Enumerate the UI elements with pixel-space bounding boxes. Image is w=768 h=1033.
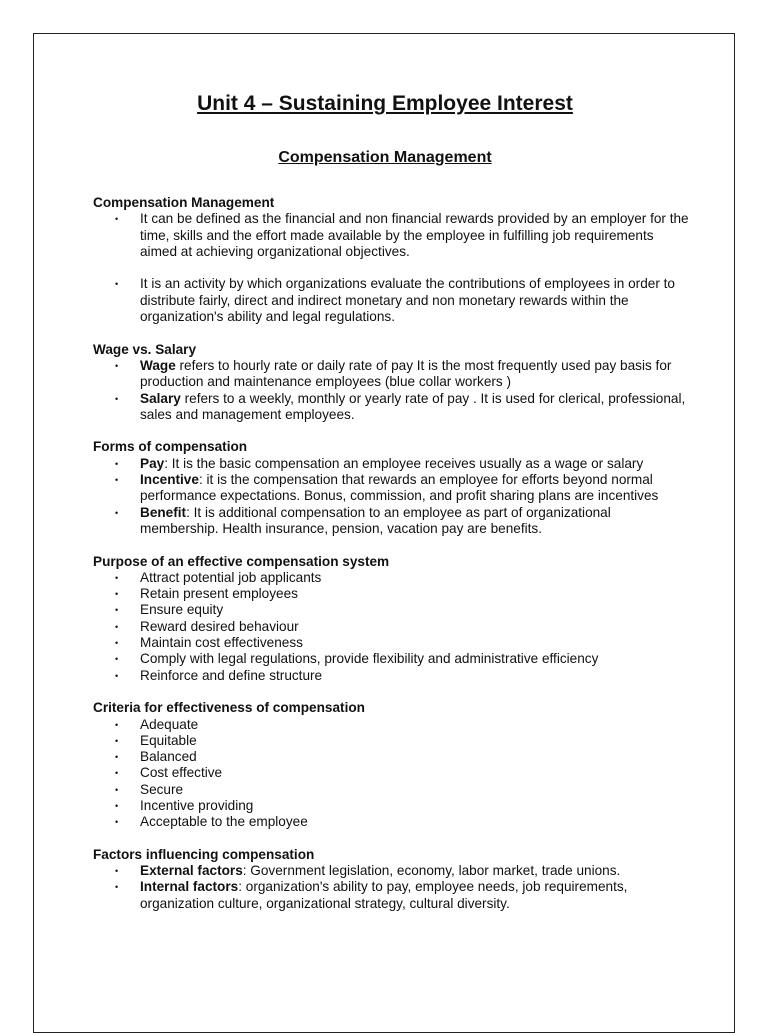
section-heading: Compensation Management [93,195,275,210]
section [93,195,693,325]
list-item [93,798,693,814]
list-item [93,814,693,830]
item-text: Adequate [140,716,199,732]
item-term: Salary [140,390,181,406]
list-item [93,879,693,912]
section [93,554,693,684]
section-heading: Forms of compensation [93,439,248,455]
list-item [93,391,693,424]
item-text: It can be defined as the financial and non financial rewards provided by an employer for the time, skills and the effort made available by the employee in fulfilling job requirements aimed at achieving organizational objectives. [140,211,689,259]
list-item [93,570,693,586]
document-page [33,33,735,1033]
item-text: Cost effective [140,765,223,781]
page-subtitle: Compensation Management [278,149,492,166]
list-item [93,211,693,260]
item-text: Equitable [140,732,197,748]
item-text: refers to a weekly, monthly or yearly rate of pay . It is used for clerical, professional, sales and management employees. [140,390,686,422]
item-text: : It is additional compensation to an employee as part of organizational membership. Health insurance, pension, vacation pay are benefits. [140,504,611,536]
item-text: Secure [140,781,184,797]
section [93,700,693,830]
item-term: Internal factors [140,879,239,895]
bullet-list [93,717,693,831]
item-text: Acceptable to the employee [140,814,308,830]
bullet-list [93,456,693,537]
bullet-list [93,570,693,684]
list-item [93,717,693,733]
list-item [93,635,693,651]
section-heading: Wage vs. Salary [93,341,197,357]
list-item [93,863,693,879]
list-item [93,749,693,765]
list-item [93,358,693,391]
list-item [93,619,693,635]
list-item [93,602,693,618]
item-text: refers to hourly rate or daily rate of pay It is the most frequently used pay basis for production and maintenance employees (blue collar workers ) [140,357,672,390]
item-text: Balanced [140,749,197,765]
item-term: Wage [140,357,176,373]
list-item [93,733,693,749]
item-term: Pay [140,455,165,471]
item-text: Incentive providing [140,797,254,813]
page-title: Unit 4 – Sustaining Employee Interest [197,92,573,115]
item-term: Benefit [140,504,187,520]
list-item [93,505,693,538]
item-text: : it is the compensation that rewards an employee for efforts beyond normal performance expectations. Bonus, commission, and profit sharing plans are incentives [140,472,659,504]
list-item [93,765,693,781]
item-text: Attract potential job applicants [140,569,322,585]
item-text: : Government legislation, economy, labor market, trade unions. [242,863,621,879]
item-term: Incentive [140,472,199,488]
section [93,847,693,912]
section-heading: Criteria for effectiveness of compensation [93,700,365,716]
item-text: Retain present employees [140,586,298,602]
item-term: External factors [140,863,243,879]
bullet-list [93,211,693,325]
sections-container [93,195,693,928]
item-text: Reward desired behaviour [140,618,299,634]
section [93,439,693,537]
section-heading: Purpose of an effective compensation system [93,553,390,569]
section-heading: Factors influencing compensation [93,846,315,862]
item-text: Comply with legal regulations, provide flexibility and administrative efficiency [140,651,599,667]
list-item [93,276,693,325]
list-item [93,472,693,505]
item-text: Reinforce and define structure [140,667,323,683]
section [93,342,693,423]
list-item [93,782,693,798]
bullet-list [93,863,693,912]
item-text: Maintain cost effectiveness [140,635,303,651]
item-text: : organization's ability to pay, employee needs, job requirements, organization culture, organizational strategy, cultural diversity. [140,879,628,911]
bullet-list [93,358,693,423]
item-text: Ensure equity [140,602,224,618]
list-item [93,586,693,602]
list-item [93,668,693,684]
list-item [93,456,693,472]
item-text: : It is the basic compensation an employee receives usually as a wage or salary [164,455,644,471]
item-text: It is an activity by which organizations evaluate the contributions of employees in order to distribute fairly, direct and indirect monetary and non monetary rewards within the organization's ability and legal regulations. [140,276,675,325]
list-item [93,651,693,667]
